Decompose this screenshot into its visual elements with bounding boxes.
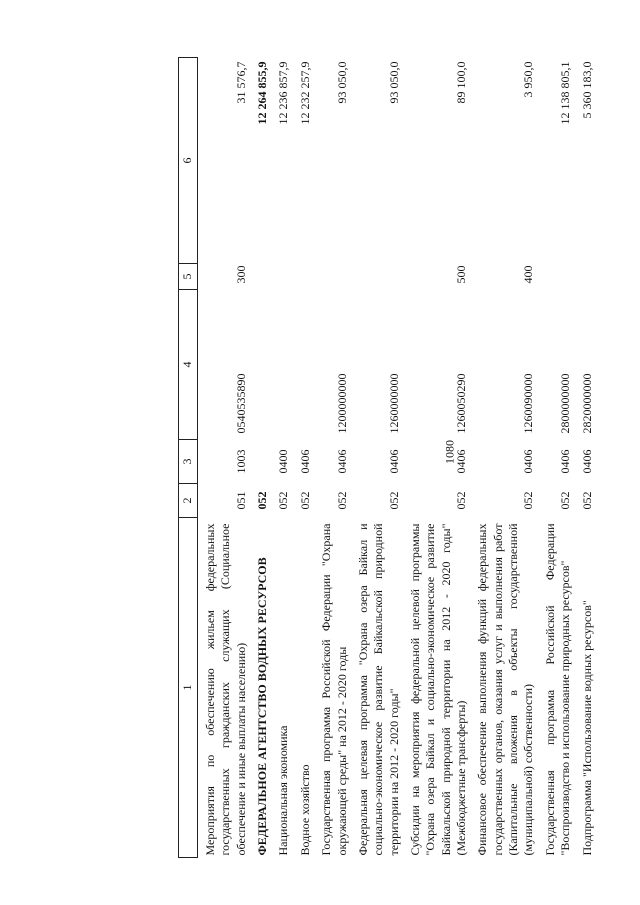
page-number: 1080: [442, 440, 457, 464]
row-razdel: 0406: [297, 449, 312, 474]
row-summa: 93 050,0: [334, 61, 349, 104]
row-razdel: 0406: [334, 449, 349, 474]
row-summa: 5 360 183,0: [579, 61, 594, 119]
row-vid: 500: [454, 265, 469, 284]
row-tselevaya: 1260090000: [521, 373, 536, 434]
row-tselevaya: 2820000000: [579, 373, 594, 434]
row-vid: [273, 264, 294, 290]
row-tselevaya: 1200000000: [334, 373, 349, 434]
table-row: [316, 58, 353, 858]
row-vid: 400: [521, 265, 536, 284]
row-tselevaya: 1260050290: [454, 373, 469, 434]
row-vid: [316, 264, 353, 290]
row-glava: 052: [454, 491, 469, 510]
row-name: Мероприятия по обеспечению жильем федеральных государственных гражданских служащих (Социальное обеспечение и иные выплаты населению): [203, 523, 248, 856]
row-razdel: 0406: [386, 449, 401, 474]
row-razdel: 0406: [579, 449, 594, 474]
header-col-6: 6: [179, 58, 198, 264]
row-glava: 052: [334, 491, 349, 510]
table-row: [353, 58, 405, 858]
row-name: ФЕДЕРАЛЬНОЕ АГЕНТСТВО ВОДНЫХ РЕСУРСОВ: [255, 557, 270, 856]
row-vid: [252, 264, 273, 290]
row-vid: [577, 264, 598, 290]
row-name: Государственная программа Российской Федерации "Воспроизводство и использование природных ресурсов": [542, 523, 573, 856]
table-row: [577, 58, 598, 858]
row-vid: [540, 264, 577, 290]
row-name: Подпрограмма "Использование водных ресурсов": [579, 600, 594, 856]
row-glava: 052: [579, 491, 594, 510]
table-row: [200, 58, 252, 858]
rotated-budget-table: [178, 58, 640, 858]
row-vid: 300: [233, 265, 248, 284]
row-name: Водное хозяйство: [297, 764, 312, 856]
table-row: [295, 58, 316, 858]
row-glava: 052: [255, 491, 270, 510]
row-vid: [353, 264, 405, 290]
row-razdel: 0400: [276, 449, 291, 474]
table-row: [405, 58, 472, 858]
budget-table: [178, 57, 598, 858]
row-tselevaya: 0540535890: [233, 373, 248, 434]
row-razdel: 0406: [558, 449, 573, 474]
row-razdel: 0406: [521, 449, 536, 474]
table-header: [179, 58, 198, 858]
row-vid: [295, 264, 316, 290]
row-tselevaya: 1260000000: [386, 373, 401, 434]
row-name: Федеральная целевая программа "Охрана озера Байкал и социально-экономическое развитие Байкальской природной территории на 2012 - 2020 годы": [355, 523, 401, 856]
row-summa: 12 138 805,1: [558, 61, 573, 125]
row-glava: 052: [276, 491, 291, 510]
row-razdel: [252, 440, 273, 484]
table-row-agency: [252, 58, 273, 858]
row-summa: 12 232 257,9: [297, 61, 312, 125]
row-name: Субсидии на мероприятия федеральной целевой программы "Охрана озера Байкал и социально-экономическое развитие Байкальской природной территории на 2012 - 2020 годы" (Межбюджетные трансферты): [407, 523, 469, 856]
row-tselevaya: 2800000000: [558, 373, 573, 434]
row-name: Национальная экономика: [276, 725, 291, 856]
table-row: [540, 58, 577, 858]
row-glava: 051: [233, 491, 248, 510]
row-summa: 3 950,0: [521, 61, 536, 98]
row-tselevaya: [273, 290, 294, 440]
row-tselevaya: [252, 290, 273, 440]
row-name: Финансовое обеспечение выполнения функций федеральных государственных органов, оказания услуг и выполнения работ (Капитальные вложения в объекты государственной (муниципальной) собственности): [475, 523, 536, 856]
table-body: [198, 58, 598, 858]
header-col-3: 3: [179, 440, 198, 484]
row-razdel: 1003: [233, 449, 248, 474]
row-glava: 052: [297, 491, 312, 510]
table-row: [273, 58, 294, 858]
row-summa: 12 264 855,9: [255, 61, 270, 125]
row-name: Государственная программа Российской Федерации "Охрана окружающей среды" на 2012 - 2020 годы: [319, 523, 349, 856]
header-row: [179, 58, 198, 858]
header-col-1: 1: [179, 518, 198, 858]
row-summa: 93 050,0: [386, 61, 401, 104]
table-row: [472, 58, 539, 858]
header-col-2: 2: [179, 484, 198, 518]
row-tselevaya: [295, 290, 316, 440]
header-col-4: 4: [179, 290, 198, 440]
row-glava: 052: [386, 491, 401, 510]
row-glava: 052: [558, 491, 573, 510]
row-summa: 89 100,0: [454, 61, 469, 104]
header-col-5: 5: [179, 264, 198, 290]
row-razdel: 0406: [454, 449, 469, 474]
row-glava: 052: [521, 491, 536, 510]
row-summa: 31 576,7: [233, 61, 248, 104]
row-summa: 12 236 857,9: [276, 61, 291, 125]
